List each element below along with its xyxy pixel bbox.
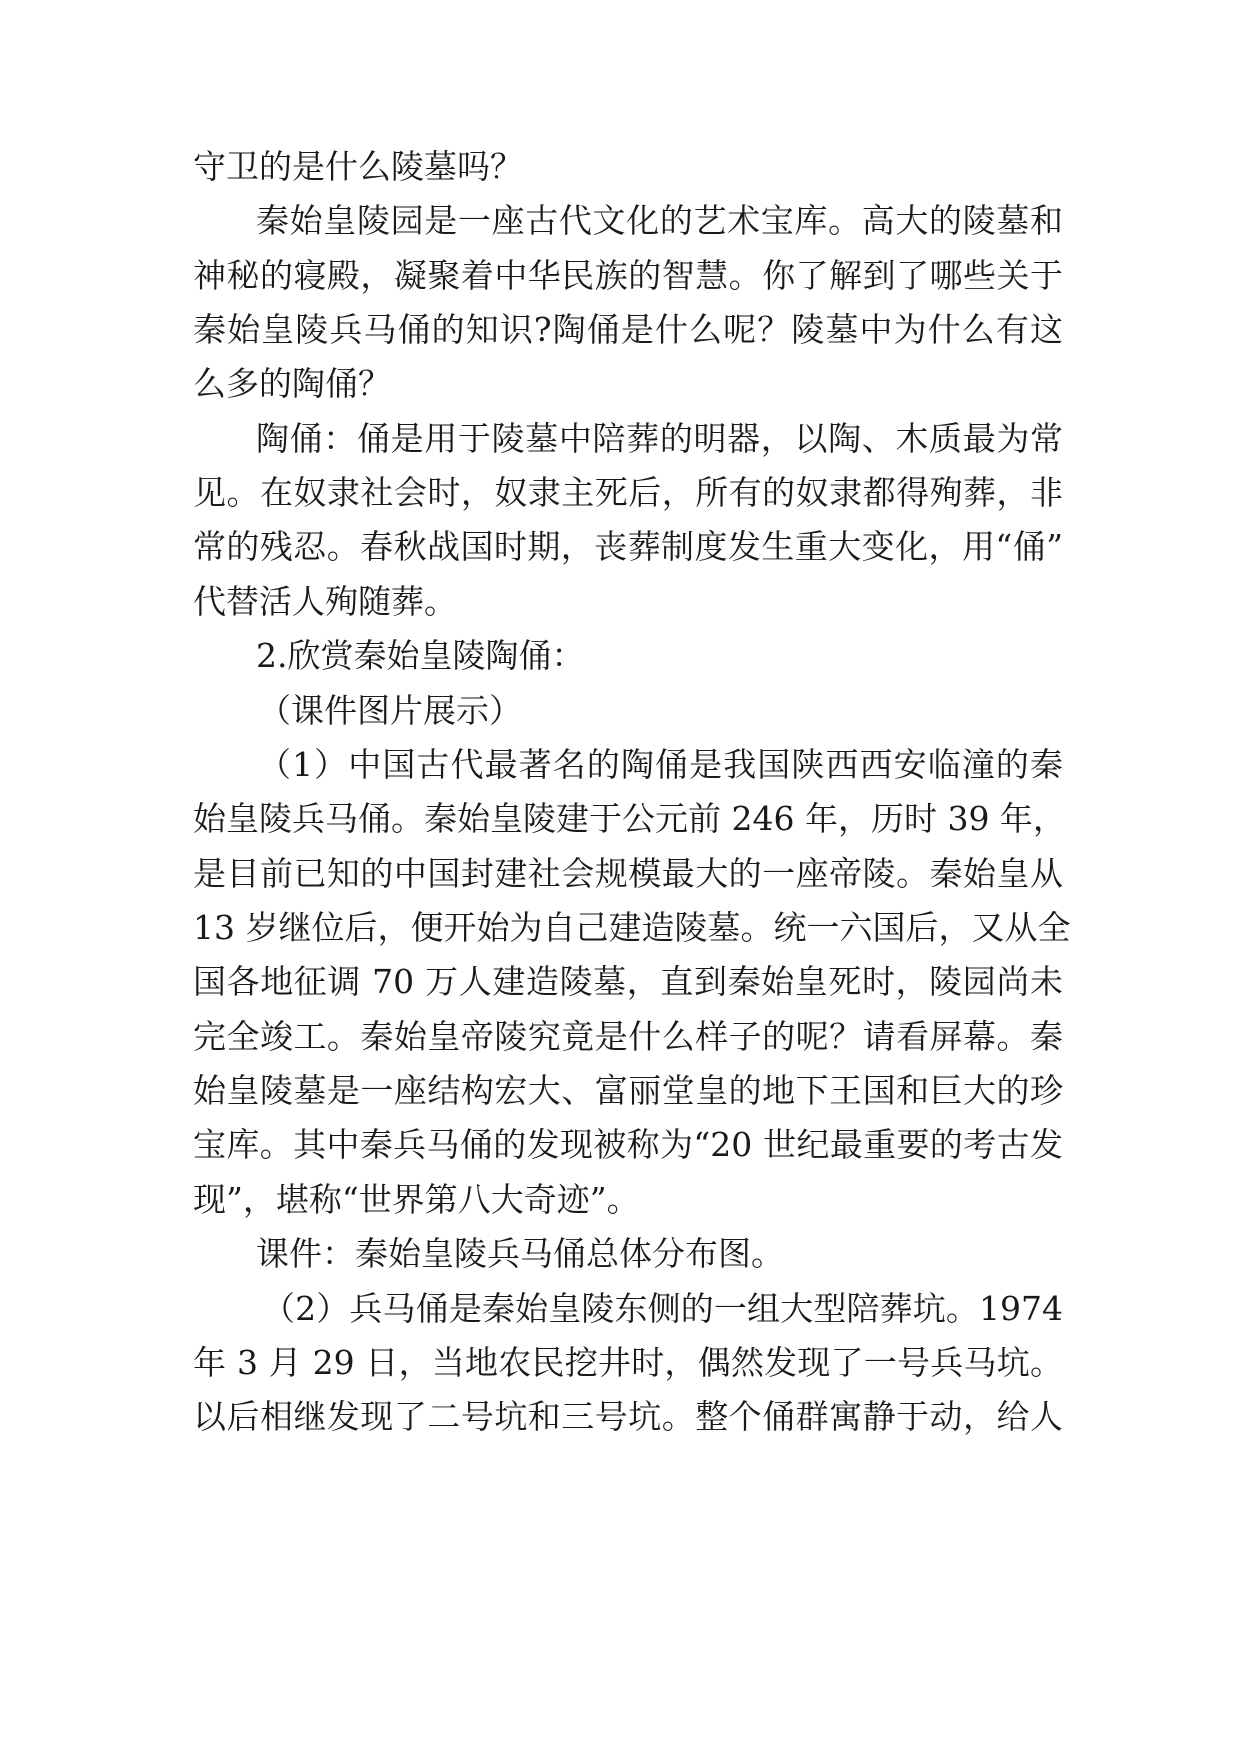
- text-line: 现”，堪称“世界第八大奇迹”。: [193, 1180, 640, 1219]
- text-line: 是目前已知的中国封建社会规模最大的一座帝陵。秦始皇从: [193, 854, 1063, 893]
- text-line: 课件：秦始皇陵兵马俑总体分布图。: [256, 1234, 784, 1273]
- text-line: 国各地征调 70 万人建造陵墓，直到秦始皇死时，陵园尚未: [193, 962, 1063, 1001]
- text-line: 以后相继发现了二号坑和三号坑。整个俑群寓静于动，给人: [193, 1397, 1063, 1436]
- text-line: 么多的陶俑？: [193, 364, 391, 403]
- text-line: 2.欣赏秦始皇陵陶俑：: [256, 636, 585, 675]
- text-line: 守卫的是什么陵墓吗？: [193, 147, 523, 186]
- text-line: 年 3 月 29 日，当地农民挖井时，偶然发现了一号兵马坑。: [193, 1343, 1063, 1382]
- text-line: 始皇陵兵马俑。秦始皇陵建于公元前 246 年，历时 39 年，: [193, 799, 1066, 838]
- text-line: 常的残忍。春秋战国时期，丧葬制度发生重大变化，用“俑”: [193, 527, 1063, 566]
- text-line: 陶俑：俑是用于陵墓中陪葬的明器，以陶、木质最为常: [256, 419, 1063, 458]
- text-line: 代替活人殉随葬。: [193, 582, 457, 621]
- text-line: 完全竣工。秦始皇帝陵究竟是什么样子的呢？请看屏幕。秦: [193, 1017, 1063, 1056]
- text-line: 秦始皇陵园是一座古代文化的艺术宝库。高大的陵墓和: [256, 201, 1063, 240]
- text-line: （课件图片展示）: [258, 691, 522, 730]
- text-line: 神秘的寝殿，凝聚着中华民族的智慧。你了解到了哪些关于: [193, 256, 1063, 295]
- text-line: （1）中国古代最著名的陶俑是我国陕西西安临潼的秦: [258, 745, 1063, 784]
- text-line: 13 岁继位后，便开始为自己建造陵墓。统一六国后，又从全: [193, 908, 1071, 947]
- text-line: 宝库。其中秦兵马俑的发现被称为“20 世纪最重要的考古发: [193, 1125, 1063, 1164]
- text-line: 秦始皇陵兵马俑的知识?陶俑是什么呢？陵墓中为什么有这: [193, 310, 1063, 349]
- text-line: （2）兵马俑是秦始皇陵东侧的一组大型陪葬坑。1974: [262, 1289, 1063, 1328]
- text-line: 见。在奴隶社会时，奴隶主死后，所有的奴隶都得殉葬，非: [193, 473, 1063, 512]
- text-line: 始皇陵墓是一座结构宏大、富丽堂皇的地下王国和巨大的珍: [193, 1071, 1063, 1110]
